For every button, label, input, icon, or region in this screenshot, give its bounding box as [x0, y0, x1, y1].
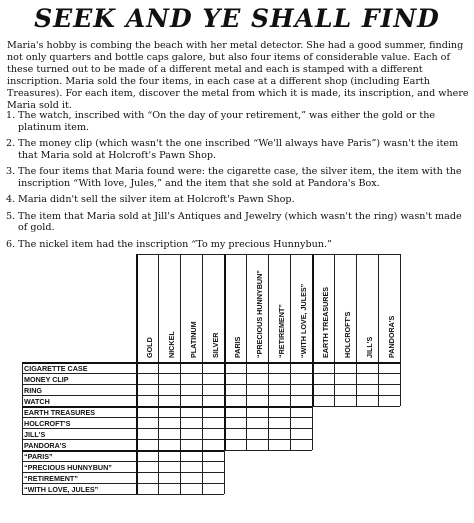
column-header — [334, 254, 357, 362]
column-header — [158, 254, 181, 362]
column-header-label: EARTH TREASURES — [321, 286, 330, 358]
clue-text: The nickel item had the inscription “To my precious Hunnybun.” — [18, 238, 332, 250]
clue-number: 6. — [6, 238, 16, 250]
grid-cell[interactable] — [378, 373, 400, 384]
grid-cell[interactable] — [180, 439, 202, 450]
grid-cell[interactable] — [136, 417, 158, 428]
grid-cell[interactable] — [312, 384, 334, 395]
grid-cell[interactable] — [246, 439, 268, 450]
column-header — [246, 254, 269, 362]
puzzle-title: SEEK AND YE SHALL FIND — [34, 4, 440, 33]
grid-cell[interactable] — [246, 384, 268, 395]
row-right-border — [224, 472, 225, 483]
column-header — [136, 254, 159, 362]
grid-cell[interactable] — [290, 395, 312, 406]
row-header: WATCH — [22, 395, 136, 406]
grid-cell[interactable] — [378, 395, 400, 406]
grid-cell[interactable] — [202, 384, 224, 395]
grid-cell[interactable] — [246, 395, 268, 406]
grid-cell[interactable] — [202, 395, 224, 406]
clue-item — [6, 211, 468, 234]
grid-rule — [22, 406, 312, 408]
grid-cell[interactable] — [158, 384, 180, 395]
column-header — [312, 254, 335, 362]
grid-cell[interactable] — [180, 373, 202, 384]
column-header — [224, 254, 247, 362]
grid-cell[interactable] — [136, 461, 158, 472]
grid-cell[interactable] — [224, 373, 246, 384]
clue-item — [6, 138, 468, 161]
clue-text: The watch, inscribed with “On the day of your retirement,” was either the gold or the platinum item. — [18, 110, 436, 133]
row-right-border — [224, 450, 225, 461]
column-header — [356, 254, 379, 362]
clue-number: 1. — [6, 110, 16, 121]
grid-cell[interactable] — [268, 395, 290, 406]
row-header: EARTH TREASURES — [22, 406, 136, 417]
row-right-border — [400, 395, 401, 406]
column-header-label: GOLD — [145, 337, 154, 358]
grid-cell[interactable] — [180, 483, 202, 494]
column-header-label: PLATINUM — [189, 321, 198, 358]
grid-rule — [136, 254, 138, 494]
grid-cell[interactable] — [180, 472, 202, 483]
grid-cell[interactable] — [202, 483, 224, 494]
row-header: “WITH LOVE, JULES” — [22, 483, 136, 494]
grid-cell[interactable] — [158, 472, 180, 483]
row-right-border — [312, 439, 313, 450]
grid-cell[interactable] — [290, 373, 312, 384]
row-right-border — [400, 384, 401, 395]
row-header: HOLCROFT'S — [22, 417, 136, 428]
row-right-border — [400, 362, 401, 373]
header-right-border — [400, 254, 401, 362]
grid-cell[interactable] — [158, 373, 180, 384]
grid-cell[interactable] — [334, 373, 356, 384]
column-header — [180, 254, 203, 362]
row-header: JILL'S — [22, 428, 136, 439]
grid-cell[interactable] — [202, 461, 224, 472]
grid-cell[interactable] — [158, 483, 180, 494]
row-right-border — [312, 406, 313, 417]
grid-cell[interactable] — [180, 395, 202, 406]
row-header: RING — [22, 384, 136, 395]
grid-cell[interactable] — [268, 384, 290, 395]
column-header-label: HOLCROFT'S — [343, 311, 352, 358]
grid-rule — [224, 450, 312, 451]
grid-cell[interactable] — [268, 439, 290, 450]
clue-text: Maria didn't sell the silver item at Holcroft's Pawn Shop. — [18, 194, 295, 205]
grid-cell[interactable] — [312, 395, 334, 406]
grid-rule — [22, 362, 400, 364]
grid-cell[interactable] — [268, 373, 290, 384]
row-right-border — [224, 483, 225, 494]
row-right-border — [400, 373, 401, 384]
grid-cell[interactable] — [356, 373, 378, 384]
column-header-label: PANDORA'S — [387, 315, 396, 358]
row-header: PANDORA'S — [22, 439, 136, 450]
grid-cell[interactable] — [246, 417, 268, 428]
grid-cell[interactable] — [136, 395, 158, 406]
row-header: MONEY CLIP — [22, 373, 136, 384]
grid-cell[interactable] — [246, 428, 268, 439]
grid-cell[interactable] — [180, 461, 202, 472]
grid-rule — [22, 494, 224, 495]
row-header: CIGARETTE CASE — [22, 362, 136, 373]
grid-cell[interactable] — [136, 384, 158, 395]
column-header — [202, 254, 225, 362]
grid-cell[interactable] — [180, 428, 202, 439]
header-top-border — [136, 254, 400, 255]
clue-number: 5. — [6, 210, 16, 222]
clue-item — [6, 166, 468, 189]
clue-list — [6, 110, 468, 255]
row-header: “PARIS” — [22, 450, 136, 461]
column-header-label: “RETIREMENT” — [277, 304, 286, 358]
column-header — [378, 254, 401, 362]
clue-number: 2. — [6, 138, 16, 149]
clue-item — [6, 110, 468, 133]
column-header-label: “PRECIOUS HUNNYBUN” — [255, 270, 264, 358]
grid-cell[interactable] — [158, 461, 180, 472]
column-header-label: “WITH LOVE, JULES” — [299, 283, 308, 358]
grid-cell[interactable] — [246, 373, 268, 384]
row-right-border — [224, 461, 225, 472]
column-header-label: SILVER — [211, 332, 220, 358]
grid-cell[interactable] — [202, 428, 224, 439]
row-right-border — [312, 417, 313, 428]
grid-cell[interactable] — [224, 428, 246, 439]
grid-cell[interactable] — [334, 395, 356, 406]
grid-cell[interactable] — [290, 417, 312, 428]
column-header — [290, 254, 313, 362]
grid-cell[interactable] — [290, 439, 312, 450]
grid-cell[interactable] — [202, 373, 224, 384]
grid-cell[interactable] — [268, 428, 290, 439]
grid-cell[interactable] — [202, 417, 224, 428]
row-right-border — [312, 428, 313, 439]
column-header-label: NICKEL — [167, 331, 176, 358]
grid-cell[interactable] — [290, 428, 312, 439]
grid-cell[interactable] — [334, 384, 356, 395]
clue-item — [6, 239, 468, 251]
grid-cell[interactable] — [224, 439, 246, 450]
clue-text: The money clip (which wasn't the one inscribed “We'll always have Paris”) wasn't the item that Maria sold at Holcroft's Pawn Shop. — [18, 138, 459, 161]
grid-rule — [312, 254, 314, 406]
grid-cell[interactable] — [136, 439, 158, 450]
puzzle-intro: Maria's hobby is combing the beach with her metal detector. She had a good summer, finding not only quarters and bottle caps galore, but also four items of considerable value. Each of these turned out to be made of a different metal and each is stamped with a different inscription. Maria sold the four items, in each case at a different shop (including Earth Treasures). For each item, discover the metal from which it is made, its inscription, and where Maria sold it. — [7, 40, 469, 111]
row-header: “PRECIOUS HUNNYBUN” — [22, 461, 136, 472]
column-header — [268, 254, 291, 362]
grid-cell[interactable] — [202, 439, 224, 450]
grid-cell[interactable] — [158, 395, 180, 406]
grid-cell[interactable] — [224, 417, 246, 428]
grid-cell[interactable] — [180, 384, 202, 395]
grid-rule — [224, 254, 226, 450]
grid-cell[interactable] — [136, 428, 158, 439]
row-header: “RETIREMENT” — [22, 472, 136, 483]
clue-text: The item that Maria sold at Jill's Antiques and Jewelry (which wasn't the ring) wasn't made of gold. — [18, 210, 462, 233]
grid-cell[interactable] — [202, 472, 224, 483]
grid-cell[interactable] — [158, 439, 180, 450]
row-label-left-border — [22, 362, 23, 494]
grid-cell[interactable] — [180, 417, 202, 428]
grid-cell[interactable] — [158, 428, 180, 439]
grid-rule — [312, 406, 400, 407]
grid-cell[interactable] — [378, 384, 400, 395]
grid-cell[interactable] — [356, 395, 378, 406]
clue-number: 3. — [6, 166, 16, 177]
grid-cell[interactable] — [224, 395, 246, 406]
grid-cell[interactable] — [268, 417, 290, 428]
clue-number: 4. — [6, 194, 16, 205]
column-header-label: JILL'S — [365, 336, 374, 358]
grid-cell[interactable] — [290, 384, 312, 395]
grid-cell[interactable] — [136, 483, 158, 494]
grid-cell[interactable] — [224, 384, 246, 395]
grid-cell[interactable] — [356, 384, 378, 395]
grid-cell[interactable] — [158, 417, 180, 428]
column-header-label: PARIS — [233, 336, 242, 358]
grid-cell[interactable] — [136, 373, 158, 384]
grid-cell[interactable] — [136, 472, 158, 483]
grid-rule — [22, 450, 224, 452]
clue-item — [6, 194, 468, 206]
clue-text: The four items that Maria found were: the cigarette case, the silver item, the item with the inscription “With love, Jules,” and the item that she sold at Pandora's Box. — [18, 166, 462, 189]
grid-cell[interactable] — [312, 373, 334, 384]
